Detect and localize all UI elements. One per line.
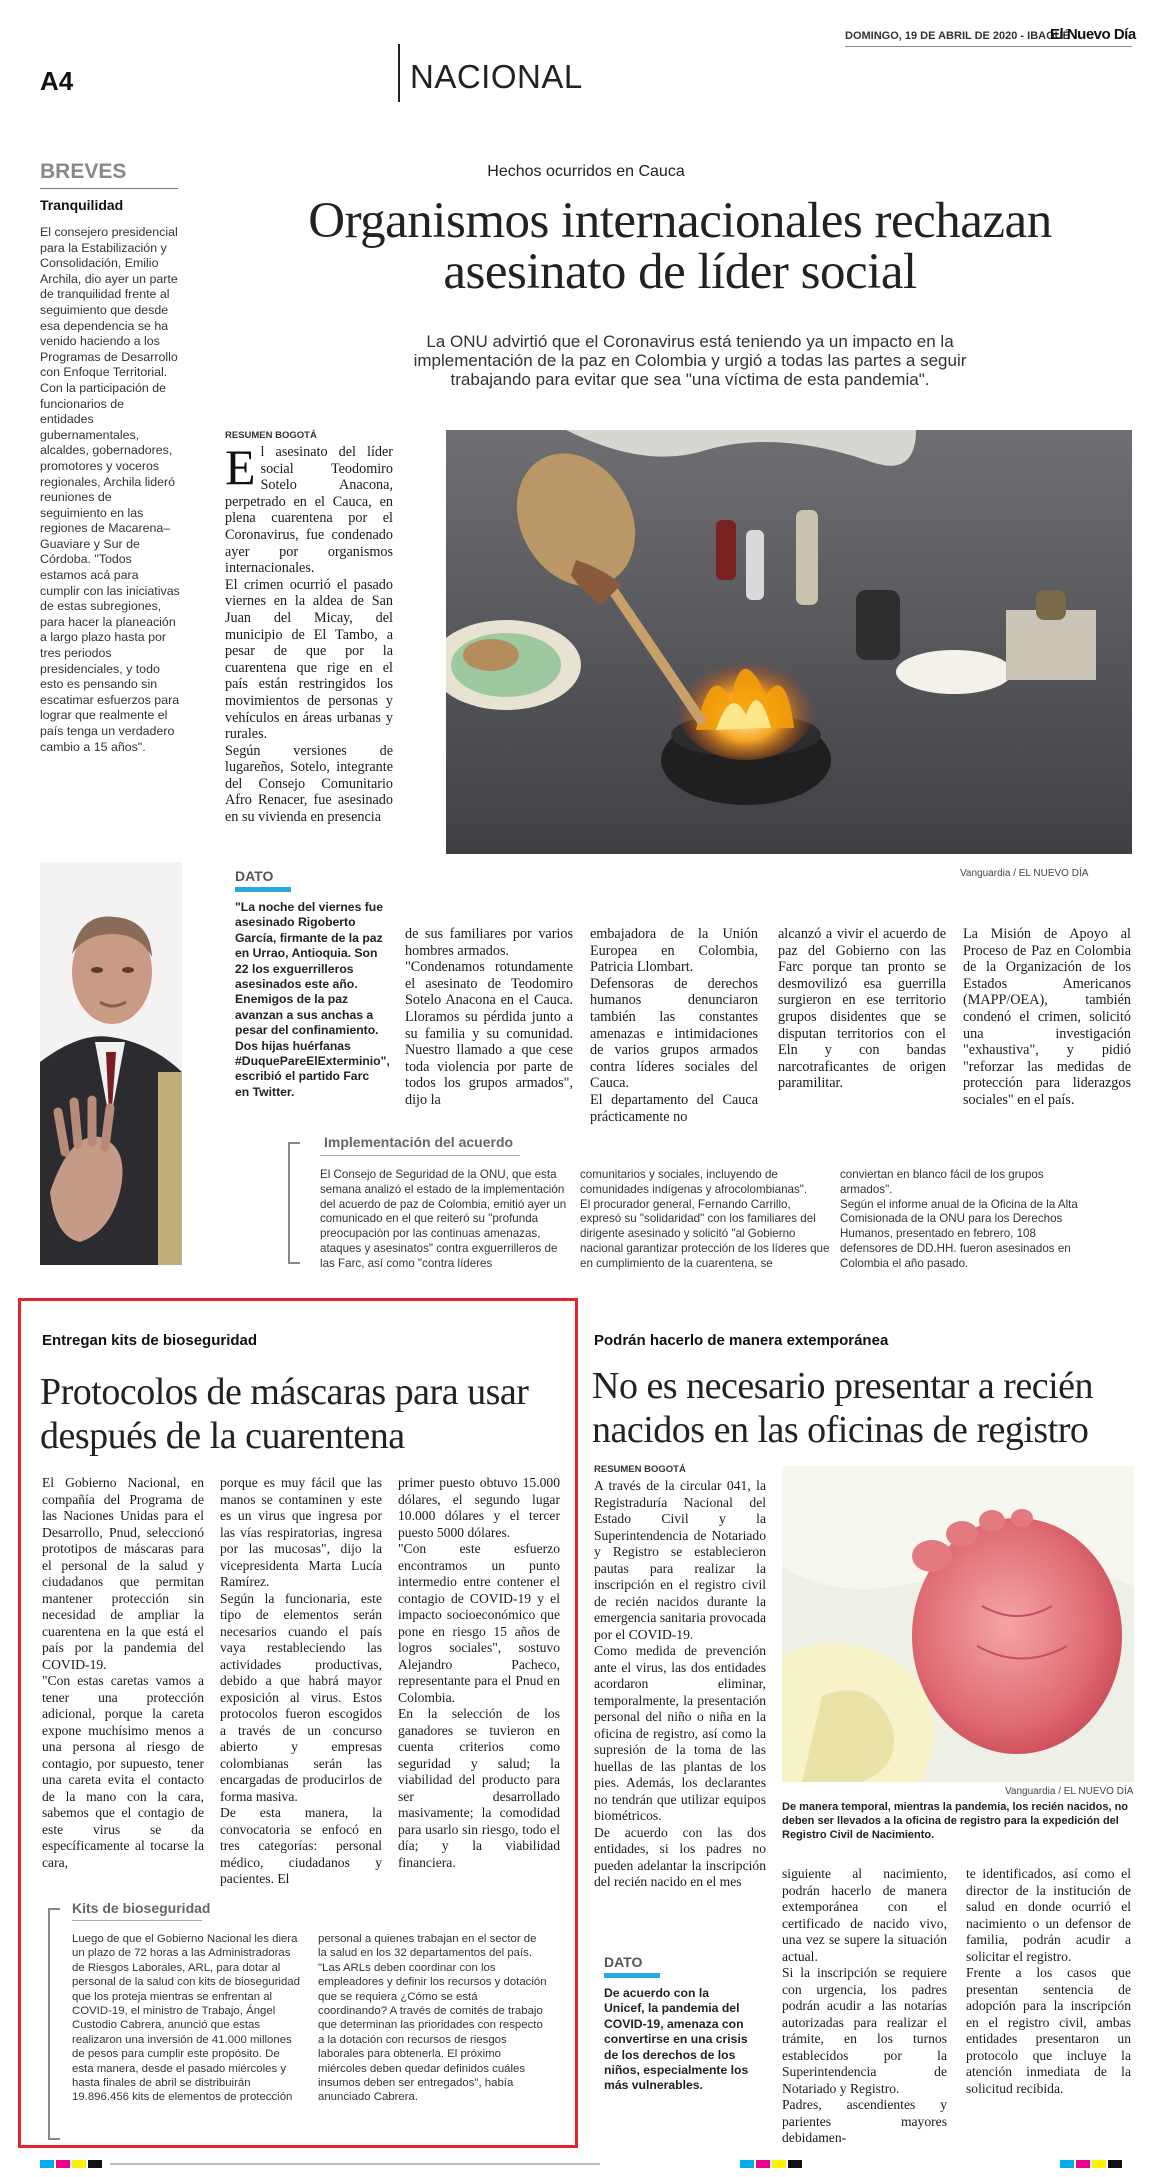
breves-text: El consejero presidencial para la Estabilización y Consolidación, Emilio Archila, dio ayer un parte de tranquilidad frente al seguimiento que desde esa dependencia se ha venido haciendo a los Programas de Desarrollo con Enfoque Territorial. Con la participación de funcionarios de entidades gubernamentales, alcaldes, gobernadores, promotores y voceros regionales, Archila lideró reuniones de seguimiento en las regiones de Macarena–Guaviare y Sur de Córdoba. "Todos estamos acá para cumplir con las iniciativas de estas subregiones, para hacer la planeación a largo plazo hasta por tres periodos presidenciales, y todo esto es pensando sin escatimar esfuerzos para lograr que realmente el país tenga un verdadero cambio a 15 años".	[40, 225, 180, 754]
swatch-gray-1	[110, 2163, 600, 2165]
registry-kicker: Podrán hacerlo de manera extemporánea	[594, 1332, 889, 1349]
masks-headline: Protocolos de máscaras para usar después de la cuarentena	[40, 1371, 529, 1457]
main-kicker: Hechos ocurridos en Cauca	[487, 163, 685, 180]
newborn-foot-illustration	[782, 1466, 1134, 1782]
breves-subtitle: Tranquilidad	[40, 197, 124, 213]
dato-label: DATO	[235, 868, 274, 884]
section-title: NACIONAL	[410, 58, 583, 95]
main-col4: alcanzó a vivir el acuerdo de paz del Gobierno con las Farc porque tan pronto se desmovilizó esa guerrilla surgieron en ese territorio grupos disidentes que se disputan territorios con el Eln y con bandas narcotraficantes de origen paramilitar.	[778, 926, 946, 1092]
registry-col1: A través de la circular 041, la Registraduría Nacional del Estado Civil y la Superintendencia de Notariado y Registro se establecieron pautas para realizar la inscripción en el registro civil de recién nacidos durante la emergencia sanitaria provocada por el COVID-19. Como medida de prevención ante el virus, las dos entidades acordaron eliminar, temporalmente, la presentación personal del niño o niña en la oficina de registro, así como la supresión de la toma de las huellas de las plantas de los pies. Además, los declarantes no tendrán que utilizar equipos biométricos. De acuerdo con las dos entidades, si los padres no pueden adelantar la inscripción del recién nacido en el mes	[594, 1478, 766, 1889]
header-rule	[845, 46, 1132, 47]
registry-photo-caption: De manera temporal, mientras la pandemia, los recién nacidos, no deben ser llevados a la oficina de registro para la expedición del Registro Civil de Nacimiento.	[782, 1801, 1129, 1841]
registry-col2: siguiente al nacimiento, podrán hacerlo de manera extemporánea con el certificado de nacido vivo, una vez se supere la situación actual. Si la inscripción se requiere con urgencia, los padres podrán acudir a las notarías autorizadas para realizar el trámite, en los turnos establecidos por la Superintendencia de Notariado y Registro. Padres, ascendientes y parientes mayores debidamen-	[782, 1866, 947, 2145]
swatch-cyan-3	[1060, 2160, 1074, 2168]
registry-photo	[782, 1466, 1134, 1782]
dato-accent-bar	[235, 887, 291, 892]
brand-logo: El Nuevo Día	[1050, 26, 1136, 43]
breves-column	[40, 160, 180, 755]
swatch-black-3	[1108, 2160, 1122, 2168]
swatch-yellow-2	[772, 2160, 786, 2168]
kits-col1: Luego de que el Gobierno Nacional les diera un plazo de 72 horas a las Administradoras de Riesgos Laborales, ARL, para dotar al personal de la salud con kits de bioseguridad que los proteja mientras se enfrentan al COVID-19, el ministro de Trabajo, Ángel Custodio Cabrera, anunció que estas realizaron una inversión de 41.000 millones de pesos para cumplir este propósito. De esta manera, desde el pasado miércoles y hasta finales de abril se distribuirán 19.896.456 kits de elementos de protección	[72, 1933, 300, 2104]
date-line: DOMINGO, 19 DE ABRIL DE 2020 - IBAGUÉ	[845, 30, 1070, 42]
main-col1-text: l asesinato del líder social Teodomiro Sotelo Anacona, perpetrado en el Cauca, en plena cuarentena por el Coronavirus, fue condenado ayer por organismos internacionales. El crimen ocurrió el pasado viernes en la aldea de San Juan del Micay, del municipio de El Tambo, a pesar de que por la cuarentena que rige en el país están restringidos los movimientos de personas y vehículos en áreas urbanas y rurales. Según versiones de lugareños, Sotelo, integrante del Consejo Comunitario Afro Renacer, fue asesinado en su vivienda en presencia	[225, 444, 393, 826]
print-color-bar	[40, 2160, 1132, 2168]
implementation-title-rule	[320, 1155, 520, 1156]
breves-label: BREVES	[40, 160, 127, 183]
registry-byline: RESUMEN BOGOTÁ	[594, 1464, 686, 1475]
section-divider	[398, 44, 400, 102]
ritual-fire-illustration	[446, 430, 1132, 854]
implementation-col2: comunitarios y sociales, incluyendo de comunidades indígenas y afrocolombianas". El procurador general, Fernando Carrillo, expresó su "solidaridad" con los familiares del dirigente asesinado y solicitó "al Gobierno nacional garantizar protección de los líderes que en cumplimiento de la cuarentena, se	[580, 1168, 830, 1270]
swatch-magenta-3	[1076, 2160, 1090, 2168]
masks-kicker: Entregan kits de bioseguridad	[42, 1332, 258, 1349]
main-dropcap: E	[225, 439, 256, 495]
registry-dato	[604, 1954, 752, 2094]
implementation-box-bracket	[288, 1142, 300, 1264]
swatch-magenta-2	[756, 2160, 770, 2168]
swatch-magenta	[56, 2160, 70, 2168]
masks-col2: porque es muy fácil que las manos se contaminen y este es un virus que ingresa por las vías respiratorias, ingresa por las mucosas", dijo la vicepresidenta Marta Lucía Ramírez. Según la funcionaria, este tipo de elementos serán necesarios cuando el país vaya restableciendo las actividades productivas, debido a que habrá mayor exposición al virus. Estos protocolos fueron escogidos a través de un concurso abierto y empresas colombianas serán las encargadas de producirlos de forma masiva. De esta manera, la convocatoria se enfocó en tres categorías: personal médico, ciudadanos y pacientes. El	[220, 1475, 382, 1886]
swatch-yellow	[72, 2160, 86, 2168]
masks-col1: El Gobierno Nacional, en compañía del Programa de las Naciones Unidas para el Desarrollo, Pnud, seleccionó prototipos de máscaras para el personal de la salud y ciudadanos que permitan mantener protección sin necesidad de ampliar la cuarentena en la que está el país por la pandemia del COVID-19. "Con estas caretas vamos a tener una protección adicional, porque la careta expone muchísimo menos a una persona al riesgo de contagio, por supuesto, tener una careta evita el contacto de la mano con la cara, sabemos que el contagio de este virus se da específicamente al tocarse la cara,	[42, 1475, 204, 1870]
swatch-yellow-3	[1092, 2160, 1106, 2168]
kits-box-bracket	[48, 1908, 60, 2140]
main-col3: embajadora de la Unión Europea en Colombia, Patricia Llombart. Defensoras de derechos humanos denunciaron también las constantes amenazas e intimidaciones de varios grupos armados contra líderes sociales del Cauca. El departamento del Cauca prácticamente no	[590, 926, 758, 1125]
main-dato	[235, 868, 390, 1100]
implementation-box-title: Implementación del acuerdo	[320, 1134, 517, 1150]
implementation-col3: conviertan en blanco fácil de los grupos armados". Según el informe anual de la Oficina de la Alta Comisionada de la ONU para los Derechos Humanos, presentado en febrero, 108 defensores de DD.HH. fueron asesinados en Colombia el año pasado.	[840, 1168, 1078, 1270]
main-headline: Organismos internacionales rechazan asesinato de líder social	[308, 193, 1052, 300]
main-col5: La Misión de Apoyo al Proceso de Paz en Colombia de la Organización de los Estados Americanos (MAPP/OEA), también condenó el crimen, solicitó una investigación "exhaustiva", y pidió "reforzar las medidas de protección para liderazgos sociales" en el país.	[963, 926, 1131, 1108]
main-photo	[446, 430, 1132, 854]
registry-photo-credit: Vanguardia / EL NUEVO DÍA	[1005, 1786, 1134, 1797]
main-byline: RESUMEN BOGOTÁ	[225, 430, 317, 441]
registry-col3: te identificados, así como el director de la institución de salud en donde ocurrió el nacimiento o un defensor de familia, podrán acudir a solicitar el registro. Frente a los casos que presentan sentencia de adopción para la inscripción en el registro civil, ambas entidades presentaron un protocolo que incluye la atención inmediata de la solicitud recibida.	[966, 1866, 1131, 2096]
swatch-cyan	[40, 2160, 54, 2168]
registry-dato-text: De acuerdo con la Unicef, la pandemia del COVID-19, amenaza con convertirse en una crisis de los derechos de los niños, especialmente los más vulnerables.	[604, 1986, 749, 2093]
main-photo-credit: Vanguardia / EL NUEVO DÍA	[960, 868, 1089, 879]
main-col1	[225, 439, 393, 826]
breves-rule	[40, 188, 178, 189]
registry-headline: No es necesario presentar a recién nacidos en las oficinas de registro	[592, 1365, 1093, 1451]
swatch-black	[88, 2160, 102, 2168]
masks-col3: primer puesto obtuvo 15.000 dólares, el segundo lugar 10.000 dólares y el tercer puesto 5000 dólares. "Con este esfuerzo encontramos un punto intermedio entre contener el contagio de COVID-19 y el impacto socioeconómico que pone en riesgo 15 años de logros sociales", sostuvo Alejandro Pacheco, representante para el Pnud en Colombia. En la selección de los ganadores se tuvieron en cuenta criterios como seguridad y salud; la viabilidad del producto para ser desarrollado masivamente; la comodidad para usarlo sin riesgo, todo el día; y la viabilidad financiera.	[398, 1475, 560, 1870]
implementation-col1: El Consejo de Seguridad de la ONU, que esta semana analizó el estado de la implementación del acuerdo de paz de Colombia, emitió ayer un comunicado en el que reiteró su "profunda preocupación por las continuas amenazas, ataques y asesinatos" contra exguerrilleros de las Farc, así como "contra líderes	[320, 1168, 567, 1270]
page-number: A4	[40, 66, 74, 96]
registry-dato-label: DATO	[604, 1954, 643, 1970]
kits-box-title: Kits de bioseguridad	[72, 1900, 211, 1916]
swatch-cyan-2	[740, 2160, 754, 2168]
main-deck: La ONU advirtió que el Coronavirus está teniendo ya un impacto en la implementación de la paz en Colombia y urgió a todas las partes a seguir trabajando para evitar que sea "una víctima de esta pandemia".	[413, 332, 967, 389]
registry-dato-accent-bar	[604, 1973, 660, 1978]
kits-col2: personal a quienes trabajan en el sector de la salud en los 32 departamentos del país. "Las ARLs deben coordinar con los empleadores y definir los recursos y dotación que se requiera ¿Cómo se está coordinando? A través de comités de trabajo que determinan las prioridades con respecto a la dotación con recursos de riesgos laborales para obtenerla. El próximo miércoles deben quedar definidos cuáles insumos deben ser entregados", había anunciado Cabrera.	[318, 1933, 547, 2104]
kits-title-rule	[72, 1920, 202, 1921]
dato-text: "La noche del viernes fue asesinado Rigoberto García, firmante de la paz en Urrao, Antioquia. Son 22 los exguerrilleros asesinados este año. Enemigos de la paz avanzan a sus anchas a pesar del confinamiento. Dos hijas huérfanas #DuquePareElExterminio", escribió el partido Farc en Twitter.	[235, 900, 390, 1099]
portrait-photo	[40, 862, 182, 1265]
swatch-black-2	[788, 2160, 802, 2168]
main-col2: de sus familiares por varios hombres armados. "Condenamos rotundamente el asesinato de Teodomiro Sotelo Anacona en el Cauca. Lloramos su pérdida junto a su familia y su comunidad. Nuestro llamado a que cese toda violencia por parte de todos los grupos armados", dijo la	[405, 926, 573, 1108]
portrait-illustration	[40, 862, 182, 1265]
